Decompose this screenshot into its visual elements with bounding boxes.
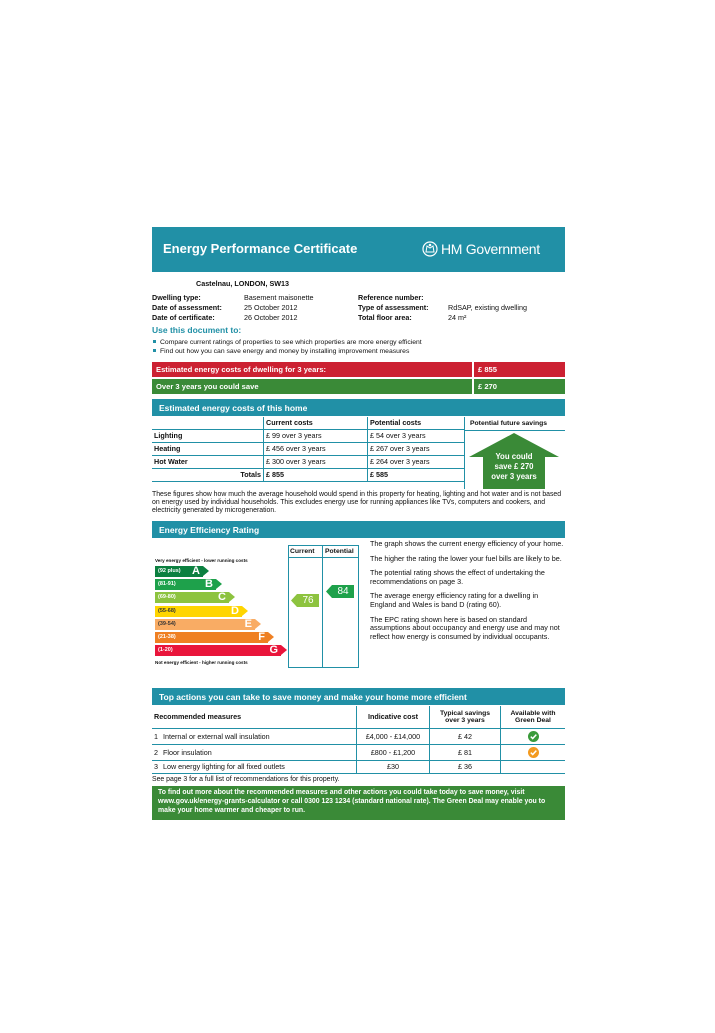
green-deal-check-icon (528, 731, 539, 742)
table-row: Lighting £ 99 over 3 years £ 54 over 3 years (152, 430, 465, 443)
potential-costs-header: Potential costs (368, 417, 466, 430)
savings-house-line-1: You could (495, 452, 533, 461)
band-letter: B (205, 578, 213, 591)
assessment-type-value: RdSAP, existing dwelling (448, 303, 527, 312)
actions-header-row: Recommended measures Indicative cost Typical savings over 3 years Available with Green Deal (152, 706, 565, 729)
current-column-header: Current (290, 548, 315, 555)
band-arrow-icon (203, 566, 209, 576)
table-row: Hot Water £ 300 over 3 years £ 264 over 3 years (152, 456, 465, 469)
band-letter: D (231, 604, 239, 617)
hm-government-logo (422, 238, 557, 260)
header-banner (152, 227, 565, 272)
band-letter: A (192, 565, 200, 577)
costs-note: These figures show how much the average household would spend in this property for heating, lighting and hot water and is not based on energy used by individual households. This excludes energy use for running appliances like TVs, computers and cookers, and electricity generated by microgeneration. (152, 491, 562, 515)
dwelling-type-value: Basement maisonette (244, 293, 314, 302)
rating-band-d (155, 606, 242, 617)
band-letter: E (244, 617, 252, 630)
brand-text: HM Government (441, 241, 540, 257)
table-row: 3 Low energy lighting for all fixed outlets £30 £ 36 (152, 761, 565, 774)
floor-area-value: 24 m² (448, 313, 467, 322)
band-arrow-icon (229, 592, 235, 602)
table-row: 2 Floor insulation £800 - £1,200 £ 81 (152, 745, 565, 761)
potential-column-header: Potential (325, 548, 354, 555)
current-costs-header: Current costs (264, 417, 368, 430)
rating-band-b (155, 579, 216, 590)
savings-house-line-2: save £ 270 (494, 462, 534, 471)
estimated-cost-value-box: £ 855 (474, 362, 565, 377)
costs-header-row (152, 417, 465, 430)
band-range: (81-91) (158, 581, 176, 588)
current-rating-value: 76 (302, 595, 314, 607)
rating-band-c (155, 592, 229, 603)
potential-rating-marker (326, 585, 354, 598)
reference-label: Reference number: (358, 293, 424, 302)
certificate-date-value: 26 October 2012 (244, 313, 298, 322)
savings-value-box: £ 270 (474, 379, 565, 394)
band-range: (92 plus) (158, 568, 181, 574)
band-range: (55-68) (158, 607, 176, 614)
certificate-date-label: Date of certificate: (152, 313, 215, 322)
page-note: See page 3 for a full list of recommendations for this property. (152, 776, 340, 783)
band-arrow-icon (255, 619, 261, 629)
floor-area-label: Total floor area: (358, 313, 412, 322)
assessment-date-label: Date of assessment: (152, 303, 222, 312)
footer-info-box: To find out more about the recommended measures and other actions you could take today to save money, visit www.gov.uk/energy-grants-calculator or call 0300 123 1234 (standard national rate). The Green Deal may enable you to make your home warmer and cheaper to run. (152, 786, 565, 820)
savings-bar: Over 3 years you could save (152, 379, 472, 394)
rating-section-header: Energy Efficiency Rating (152, 521, 565, 538)
band-arrow-icon (242, 606, 248, 616)
inefficient-note: Not energy efficient - higher running costs (155, 660, 248, 665)
assessment-date-value: 25 October 2012 (244, 303, 298, 312)
costs-section-header: Estimated energy costs of this home (152, 399, 565, 416)
bullet-square-icon (153, 340, 156, 343)
band-arrow-icon (268, 632, 274, 642)
band-letter: C (218, 591, 226, 604)
costs-table (152, 417, 465, 482)
band-range: (21-38) (158, 634, 176, 640)
actions-section-header: Top actions you can take to save money and make your home more efficient (152, 688, 565, 705)
band-range: (69-80) (158, 594, 176, 601)
band-letter: G (269, 644, 278, 657)
rating-band-a (155, 566, 203, 577)
certificate-page (152, 227, 565, 820)
band-letter: F (258, 631, 265, 643)
dwelling-type-label: Dwelling type: (152, 293, 201, 302)
actions-table (152, 706, 565, 774)
band-range: (1-20) (158, 647, 173, 654)
table-row: Heating £ 456 over 3 years £ 267 over 3 years (152, 443, 465, 456)
future-savings-header: Potential future savings (470, 420, 548, 427)
assessment-type-label: Type of assessment: (358, 303, 429, 312)
band-arrow-icon (216, 579, 222, 589)
band-range: (39-54) (158, 620, 176, 627)
potential-rating-value: 84 (337, 585, 349, 597)
rating-explanation: The graph shows the current energy efficiency of your home. The higher the rating the lower your fuel bills are likely to be. The potential rating shows the effect of undertaking the recommendations on page 3. The average energy efficiency rating for a dwelling in England and Wales is band D (rating 60). The EPC rating shown here is based on standard assumptions about occupancy and energy use and may not reflect how energy is consumed by individual occupants. (370, 539, 564, 641)
bullet-square-icon (153, 349, 156, 352)
certificate-title: Energy Performance Certificate (163, 241, 358, 256)
rating-band-e (155, 619, 255, 630)
use-bullet-2: Find out how you can save energy and money by installing improvement measures (152, 347, 409, 356)
use-document-title: Use this document to: (152, 325, 242, 335)
totals-row: Totals £ 855 £ 585 (152, 469, 465, 482)
savings-house-line-3: over 3 years (491, 472, 537, 481)
rating-band-g (155, 645, 281, 656)
current-rating-marker (291, 594, 319, 607)
rating-chart (152, 540, 360, 668)
table-row: 1 Internal or external wall insulation £4,000 - £14,000 £ 42 (152, 729, 565, 745)
estimated-cost-bar: Estimated energy costs of dwelling for 3 years: (152, 362, 472, 377)
efficient-note: Very energy efficient - lower running costs (155, 558, 248, 563)
property-address: Castelnau, LONDON, SW13 (196, 279, 290, 288)
use-bullet-1: Compare current ratings of properties to see which properties are more energy efficient (152, 338, 422, 347)
rating-band-f (155, 632, 268, 643)
green-deal-check-icon (528, 747, 539, 758)
band-arrow-icon (281, 645, 287, 655)
crest-icon (422, 241, 438, 257)
